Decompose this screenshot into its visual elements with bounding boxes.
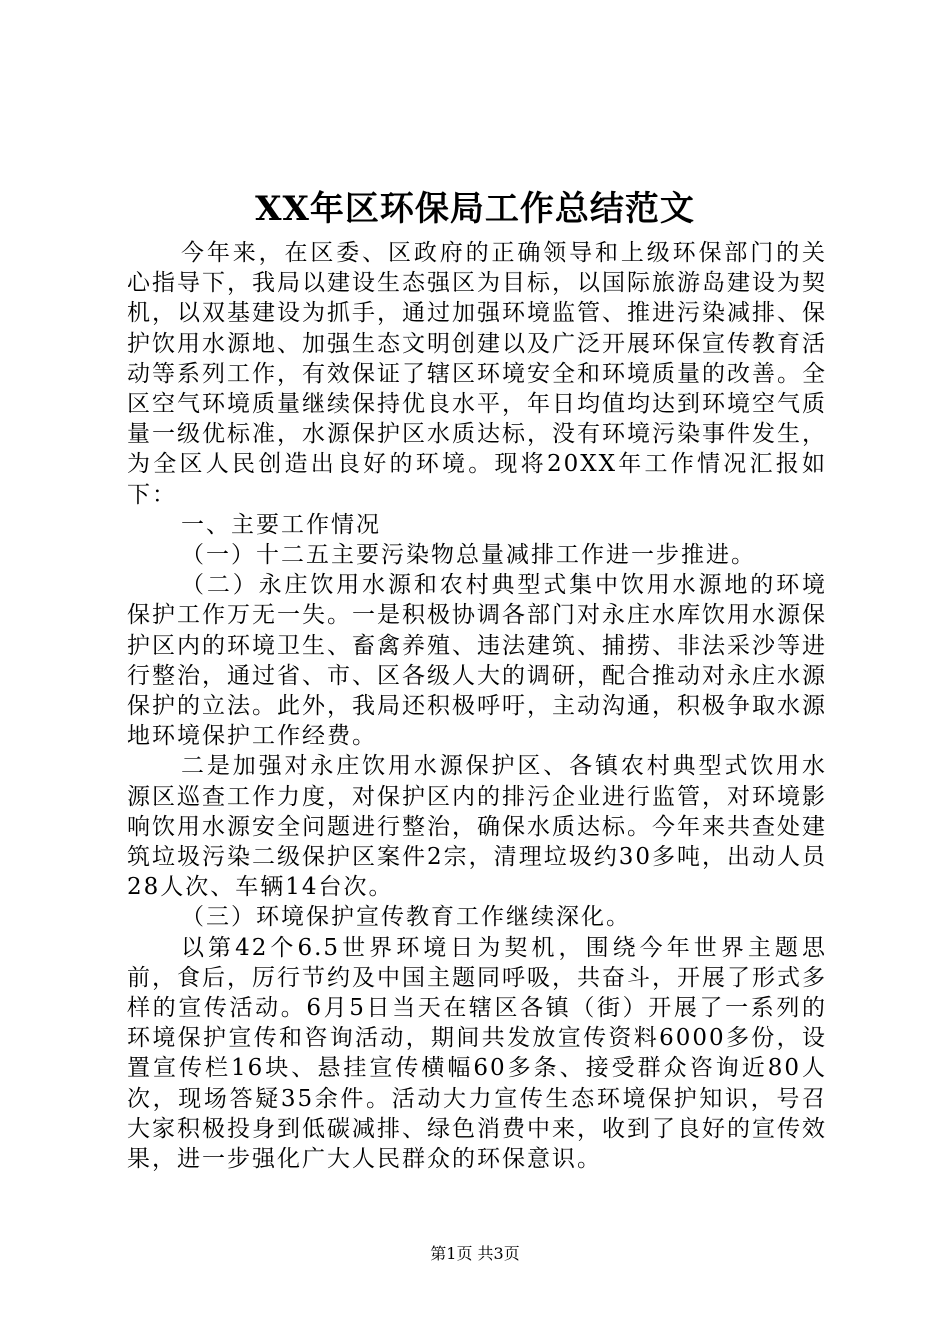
environment-day-paragraph: 以第42个6.5世界环境日为契机，围绕今年世界主题思前，食后，厉行节约及中国主题同呼吸，共奋斗，开展了形式多样的宣传活动。6月5日当天在辖区各镇（街）开展了一系列的环境保护宣传和咨询活动，期间共发放宣传资料6000多份，设置宣传栏16块、悬挂宣传横幅60多条、接受群众咨询近80人次，现场答疑35余件。活动大力宣传生态环境保护知识，号召大家积极投身到低碳减排、绿色消费中来，收到了良好的宣传效果，进一步强化广大人民群众的环保意识。 <box>127 934 827 1173</box>
subsection-heading-publicity: （三）环境保护宣传教育工作继续深化。 <box>181 904 631 931</box>
section-heading-main-work: 一、主要工作情况 <box>181 511 381 538</box>
subsection-heading-emission-reduction: （一）十二五主要污染物总量减排工作进一步推进。 <box>181 542 756 569</box>
document-title: XX年区环保局工作总结范文 <box>255 189 695 229</box>
intro-paragraph: 今年来，在区委、区政府的正确领导和上级环保部门的关心指导下，我局以建设生态强区为目标，以国际旅游岛建设为契机，以双基建设为抓手，通过加强环境监管、推进污染减排、保护饮用水源地、加强生态文明创建以及广泛开展环保宣传教育活动等系列工作，有效保证了辖区环境安全和环境质量的改善。全区空气环境质量继续保持优良水平，年日均值均达到环境空气质量一级优标准，水源保护区水质达标，没有环境污染事件发生，为全区人民创造出良好的环境。现将20XX年工作情况汇报如下： <box>127 240 827 508</box>
water-source-protection-paragraph: （二）永庄饮用水源和农村典型式集中饮用水源地的环境保护工作万无一失。一是积极协调各部门对永庄水库饮用水源保护区内的环境卫生、畜禽养殖、违法建筑、捕捞、非法采沙等进行整治，通过省、市、区各级人大的调研，配合推动对永庄水源保护的立法。此外，我局还积极呼吁，主动沟通，积极争取水源地环境保护工作经费。 <box>127 572 827 750</box>
document-body <box>127 238 827 1174</box>
page-footer: 第1页 共3页 <box>430 1244 520 1263</box>
inspection-paragraph: 二是加强对永庄饮用水源保护区、各镇农村典型式饮用水源区巡查工作力度，对保护区内的排污企业进行监管，对环境影响饮用水源安全问题进行整治，确保水质达标。今年来共查处建筑垃圾污染二级保护区案件2宗，清理垃圾约30多吨，出动人员28人次、车辆14台次。 <box>127 753 827 901</box>
